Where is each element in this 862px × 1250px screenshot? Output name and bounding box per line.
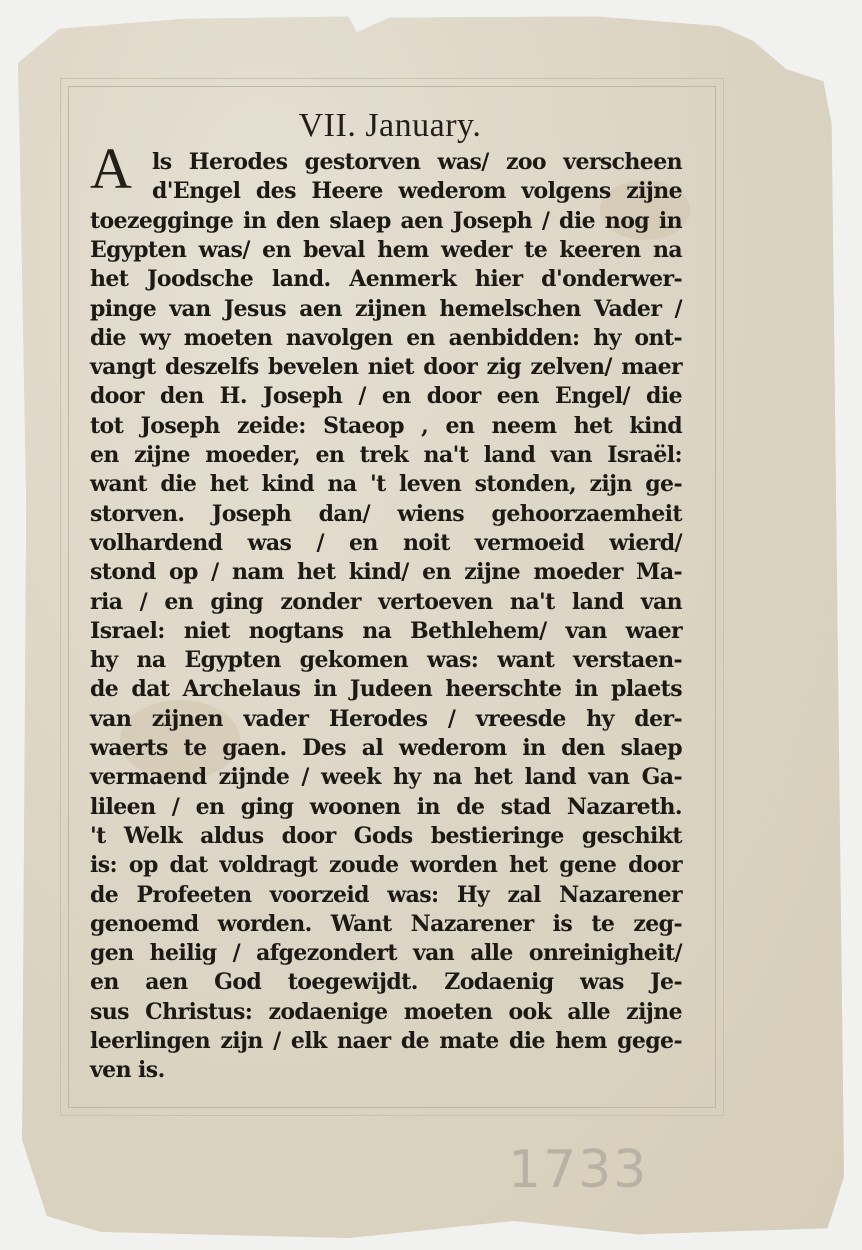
- text-line: door den H. Joseph / en door een Engel/ die: [90, 383, 682, 410]
- text-line: Israel: niet nogtans na Bethlehem/ van waer: [90, 617, 682, 644]
- text-line: en aen God toegewijdt. Zodaenig was Je-: [90, 969, 682, 996]
- text-line: is: op dat voldragt zoude worden het gene door: [90, 852, 682, 879]
- text-line: het Joodsche land. Aenmerk hier d'onderwer-: [90, 266, 682, 293]
- text-line: waerts te gaen. Des al wederom in den slaep: [90, 735, 682, 761]
- text-line: de dat Archelaus in Judeen heerschte in plaets: [90, 676, 682, 703]
- text-line: 't Welk aldus door Gods bestieringe geschikt: [90, 822, 682, 849]
- drop-cap: A: [90, 136, 132, 201]
- text-line: pinge van Jesus aen zijnen hemelschen Vader /: [90, 295, 682, 322]
- text-line: Egypten was/ en beval hem weder te keeren na: [90, 236, 682, 263]
- text-line: ria / en ging zonder vertoeven na't land van: [90, 588, 682, 615]
- text-line: genoemd worden. Want Nazarener is te zeg-: [90, 910, 682, 937]
- text-line: gen heilig / afgezondert van alle onreinigheit/: [90, 940, 682, 967]
- text-line: die wy moeten navolgen en aenbidden: hy ont-: [90, 324, 682, 351]
- text-line: en zijne moeder, en trek na't land van Israël:: [90, 442, 682, 468]
- text-line: toezegginge in den slaep aen Joseph / die nog in: [90, 207, 682, 234]
- text-line: vangt deszelfs bevelen niet door zig zelven/ maer: [90, 354, 682, 381]
- text-line: leerlingen zijn / elk naer de mate die hem gege-: [90, 1028, 682, 1054]
- text-line: d'Engel des Heere wederom volgens zijne: [152, 178, 682, 205]
- text-line: want die het kind na 't leven stonden, zijn ge-: [90, 471, 682, 498]
- text-line: stond op / nam het kind/ en zijne moeder Ma-: [90, 559, 682, 586]
- page-heading: VII. January.: [298, 107, 482, 144]
- text-line: ven is.: [90, 1057, 165, 1084]
- text-line: lileen / en ging woonen in de stad Nazareth.: [90, 793, 682, 820]
- text-line: volhardend was / en noit vermoeid wierd/: [90, 529, 682, 556]
- text-line: van zijnen vader Herodes / vreesde hy der-: [90, 705, 682, 732]
- text-line: hy na Egypten gekomen was: want verstaen-: [90, 647, 682, 674]
- text-line: de Profeeten voorzeid was: Hy zal Nazarener: [90, 881, 682, 908]
- text-line: ls Herodes gestorven was/ zoo verscheen: [152, 149, 682, 175]
- text-line: tot Joseph zeide: Staeop , en neem het kind: [90, 412, 682, 439]
- text-line: storven. Joseph dan/ wiens gehoorzaemheit: [90, 500, 682, 527]
- text-line: sus Christus: zodaenige moeten ook alle zijne: [90, 998, 682, 1025]
- text-line: vermaend zijnde / week hy na het land van Ga-: [90, 764, 682, 791]
- handwritten-inventory-number: 1733: [508, 1140, 649, 1200]
